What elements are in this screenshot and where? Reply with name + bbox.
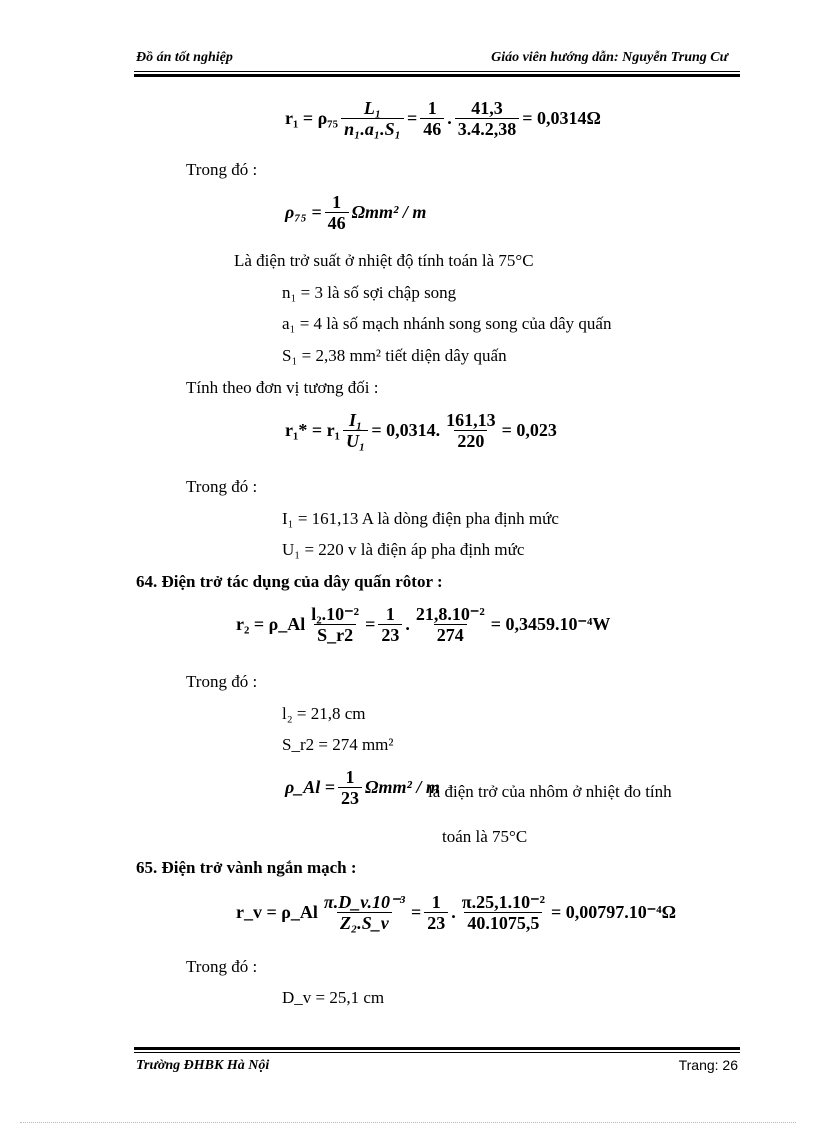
eq3-den: U₁ — [343, 430, 368, 451]
eq6-frac1 — [321, 892, 408, 933]
eq4-frac3 — [413, 604, 488, 645]
eq1-frac1 — [341, 98, 404, 139]
eq6-frac3 — [459, 892, 548, 933]
line-sr2: S_r2 = 274 mm² — [282, 735, 394, 754]
eq5-rhs: Ωmm² / m — [365, 777, 440, 797]
eq1-equals: = — [406, 108, 418, 128]
line-toan: toán là 75°C — [442, 827, 528, 846]
eq6-f3-den: 40.1075,5 — [464, 912, 542, 933]
eq5-num: 1 — [345, 767, 355, 787]
eq2-rhs: Ωmm² / m — [351, 202, 427, 222]
equation-r1-star — [285, 410, 557, 451]
eq3-mid: = 0,0314. — [371, 420, 441, 440]
eq2-frac — [325, 192, 349, 233]
eq6-f2-den: 23 — [424, 912, 448, 933]
eq6-f2-num: 1 — [431, 892, 441, 912]
eq6-equals: = — [410, 902, 422, 922]
equation-r1 — [285, 98, 601, 139]
eq2-num: 1 — [332, 192, 342, 212]
eq2-lhs: ρ₇₅ = — [285, 202, 322, 222]
eq4-equals: = — [365, 614, 376, 634]
header-rule-thin — [134, 71, 740, 72]
eq1-f1-den: n₁.a₁.S₁ — [341, 118, 404, 139]
eq4-dot: . — [405, 614, 410, 634]
eq4-f1-num: l₂.10⁻² — [311, 604, 360, 624]
eq4-lhs: r₂ = ρ_Al — [236, 614, 306, 634]
header-left: Đồ án tốt nghiệp — [136, 50, 233, 65]
equation-rv — [236, 892, 676, 933]
heading-65: 65. Điện trở vành ngắn mạch : — [136, 858, 357, 877]
line-nhom-desc: là điện trở của nhôm ở nhiệt đo tính — [428, 782, 672, 801]
eq1-f2-num: 1 — [427, 98, 437, 118]
eq3-frac1 — [343, 410, 368, 451]
eq4-f3-den: 274 — [434, 624, 467, 645]
footer-rule-thick — [134, 1047, 740, 1050]
eq3-frac2 — [443, 410, 499, 451]
eq6-f3-num: π.25,1.10⁻² — [461, 892, 545, 912]
line-s1: S₁ = 2,38 mm² tiết diện dây quấn — [282, 346, 507, 365]
eq4-f1-den: S_r2 — [314, 624, 356, 645]
trong-do-4: Trong đó : — [186, 957, 258, 976]
eq1-rhs: = 0,0314Ω — [522, 108, 601, 128]
trong-do-3: Trong đó : — [186, 672, 258, 691]
eq6-lhs: r_v = ρ_Al — [236, 902, 318, 922]
eq1-frac3 — [455, 98, 520, 139]
eq3-f2-num: 161,13 — [446, 410, 496, 430]
eq6-f1-den: Z₂.S_v — [337, 912, 392, 933]
eq3-lhs: r₁* = r₁ — [285, 420, 341, 440]
eq4-rhs: = 0,3459.10⁻⁴W — [490, 614, 611, 634]
equation-rho75 — [285, 192, 426, 233]
trong-do-1: Trong đó : — [186, 160, 258, 179]
eq4-frac1 — [308, 604, 362, 645]
eq1-f3-den: 3.4.2,38 — [455, 118, 520, 139]
eq5-den: 23 — [338, 787, 362, 808]
line-dv: D_v = 25,1 cm — [282, 988, 385, 1007]
eq3-num: I₁ — [349, 410, 363, 430]
line-a1: a₁ = 4 là số mạch nhánh song song của dây quấn — [282, 314, 612, 333]
equation-rho-al — [285, 767, 440, 808]
eq1-f1-num: L₁ — [363, 98, 382, 118]
eq4-f2-num: 1 — [385, 604, 395, 624]
eq6-frac2 — [424, 892, 448, 933]
eq4-frac2 — [378, 604, 402, 645]
line-U1: U₁ = 220 v là điện áp pha định mức — [282, 540, 525, 559]
eq1-lhs: r₁ = ρ₇₅ — [285, 108, 339, 128]
line-tinh-theo: Tính theo đơn vị tương đối : — [186, 378, 379, 397]
eq4-f2-den: 23 — [378, 624, 402, 645]
heading-64: 64. Điện trở tác dụng của dây quấn rôtor : — [136, 572, 443, 591]
eq1-f3-num: 41,3 — [471, 98, 503, 118]
eq1-dot: . — [447, 108, 452, 128]
eq2-den: 46 — [325, 212, 349, 233]
header-rule-thick — [134, 74, 740, 77]
eq5-lhs: ρ_Al = — [285, 777, 336, 797]
eq1-frac2 — [420, 98, 444, 139]
trong-do-2: Trong đó : — [186, 477, 258, 496]
footer-rule-thin — [134, 1052, 740, 1053]
line-n1: n₁ = 3 là số sợi chập song — [282, 283, 457, 302]
eq6-dot: . — [451, 902, 456, 922]
eq3-rhs: = 0,023 — [501, 420, 557, 440]
line-l2: l₂ = 21,8 cm — [282, 704, 366, 723]
eq6-rhs: = 0,00797.10⁻⁴Ω — [550, 902, 677, 922]
eq5-frac — [338, 767, 362, 808]
line-rho-desc: Là điện trở suất ở nhiệt độ tính toán là 75°C — [234, 251, 534, 270]
equation-r2 — [236, 604, 610, 645]
eq6-f1-num: π.D_v.10⁻³ — [323, 892, 405, 912]
eq3-f2-den: 220 — [454, 430, 487, 451]
eq1-f2-den: 46 — [420, 118, 444, 139]
line-I1: I₁ = 161,13 A là dòng điện pha định mức — [282, 509, 559, 528]
footer-left: Trường ĐHBK Hà Nội — [136, 1058, 270, 1073]
eq4-f3-num: 21,8.10⁻² — [415, 604, 485, 624]
page-number: Trang: 26 — [678, 1057, 738, 1073]
header-right: Giáo viên hướng dẫn: Nguyễn Trung Cư — [491, 50, 728, 65]
